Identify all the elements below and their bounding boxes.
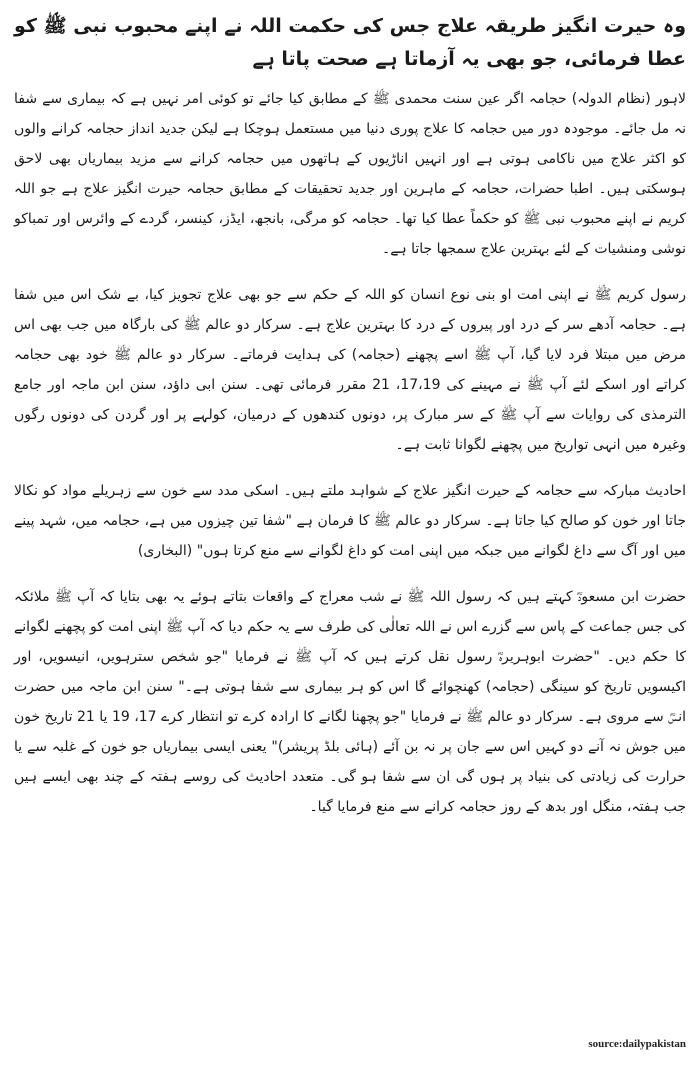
paragraph-narrations: حضرت ابن مسعودؓ کہتے ہیں کہ رسول اللہ ﷺ نے شب معراج کے واقعات بتاتے ہوئے یہ بھی بتایا کہ آپ ﷺ ملائکہ کی جس جماعت کے پاس سے گزرے اس نے اللہ تعالٰی کی طرف سے یہ حکم دیا کہ آپ ﷺ اپنی امت کو پچھنے لگوانے کا حکم دیں۔ "حضرت ابوہریرہؓ رسول نقل کرتے ہیں کہ آپ ﷺ نے فرمایا "جو شخص سترہویں، انیسویں، اور اکیسویں تاریخ کو سینگی (حجامہ) کھنچوائے گا اس کو ہر بیماری سے شفا ہوتی ہے۔" سنن ابن ماجہ میں حضرت انسؓ سے مروی ہے۔ سرکار دو عالم ﷺ نے فرمایا "جو پچھنا لگانے کا ارادہ کرے تو انتظار کرے 17، 19 یا 21 تاریخ خون میں جوش نہ آنے دو کہیں اس سے جان پر نہ بن آئے (ہائی بلڈ پریشر)" یعنی ایسی بیماریاں جو خون کے غلبہ سے یا حرارت کی زیادتی کی بنیاد پر ہوں گی ان سے شفا ہو گی۔ متعدد احادیث کی روسے ہفتہ کے چند بھی ایسے ہیں جب ہفتہ، منگل اور بدھ کے روز حجامہ کرانے سے منع فرمایا گیا۔: [14, 589, 687, 815]
source-credit: source:dailypakistan: [588, 1038, 686, 1050]
paragraph-intro: لاہور (نظام الدولہ) حجامہ اگر عین سنت محمدی ﷺ کے مطابق کیا جائے تو کوئی امر نہیں ہے کہ بیماری سے شفا نہ مل جائے۔ موجودہ دور میں حجامہ کا علاج پوری دنیا میں مستعمل ہوچکا ہے لیکن جدید انداز حجامہ کرانے والوں کو اکثر علاج میں ناکامی ہوتی ہے اور انہیں اناڑیوں کے ہاتھوں میں حجامہ کرانے سے مزید بیماریاں بھی لاحق ہوسکتی ہیں۔ اطبا حضرات، حجامہ کے ماہرین اور جدید تحقیقات کے مطابق حجامہ حیرت انگیز علاج ہے جو اللہ کریم نے اپنے محبوب نبی ﷺ کو حکماً عطا کیا تھا۔ حجامہ کو مرگی، بانجھ، ایڈز، کینسر، گردے کے وائرس اور تمباکو نوشی ومنشیات کے لئے بہترین علاج سمجھا جاتا ہے۔: [14, 91, 686, 257]
article: [14, 10, 686, 1052]
paragraph-hadith-evidence: احادیث مبارکہ سے حجامہ کے حیرت انگیز علاج کے شواہد ملتے ہیں۔ اسکی مدد سے خون سے زہریلے مواد کو نکالا جاتا اور خون کو صالح کیا جاتا ہے۔ سرکار دو عالم ﷺ کا فرمان ہے "شفا تین چیزوں میں ہے، حجامہ میں، شہد پینے میں اور آگ سے داغ لگوانے میں جبکہ میں اپنی امت کو داغ لگوانے سے منع کرتا ہوں" (البخاری): [14, 483, 686, 559]
article-headline: وہ حیرت انگیز طریقہ علاج جس کی حکمت اللہ نے اپنے محبوب نبی ﷺ کو عطا فرمائی، جو بھی یہ آزماتا ہے صحت پاتا ہے: [14, 15, 686, 70]
paragraph-prophetic-treatment: رسول کریم ﷺ نے اپنی امت او بنی نوع انسان کو اللہ کے حکم سے جو بھی علاج تجویز کیا، بے شک اس میں شفا ہے۔ حجامہ آدھے سر کے درد اور پیروں کے درد کا بہترین علاج ہے۔ سرکار دو عالم ﷺ کی بارگاہ میں جب بھی اس مرض میں مبتلا فرد لایا گیا، آپ ﷺ اسے پچھنے (حجامہ) کی ہدایت فرماتے۔ سرکار دو عالم ﷺ خود بھی حجامہ کراتے اور اسکے لئے آپ ﷺ نے مہینے کی 17،19، 21 مقرر فرمائی تھی۔ سنن ابی داؤد، سنن ابن ماجہ اور جامع الترمذی کی روایات سے آپ ﷺ کے سر مبارک پر، دونوں کندھوں کے درمیان، کولہے پر اور گردن کی دونوں رگوں وغیرہ میں انہی تواریخ میں پچھنے لگوانا ثابت ہے۔: [14, 287, 686, 453]
